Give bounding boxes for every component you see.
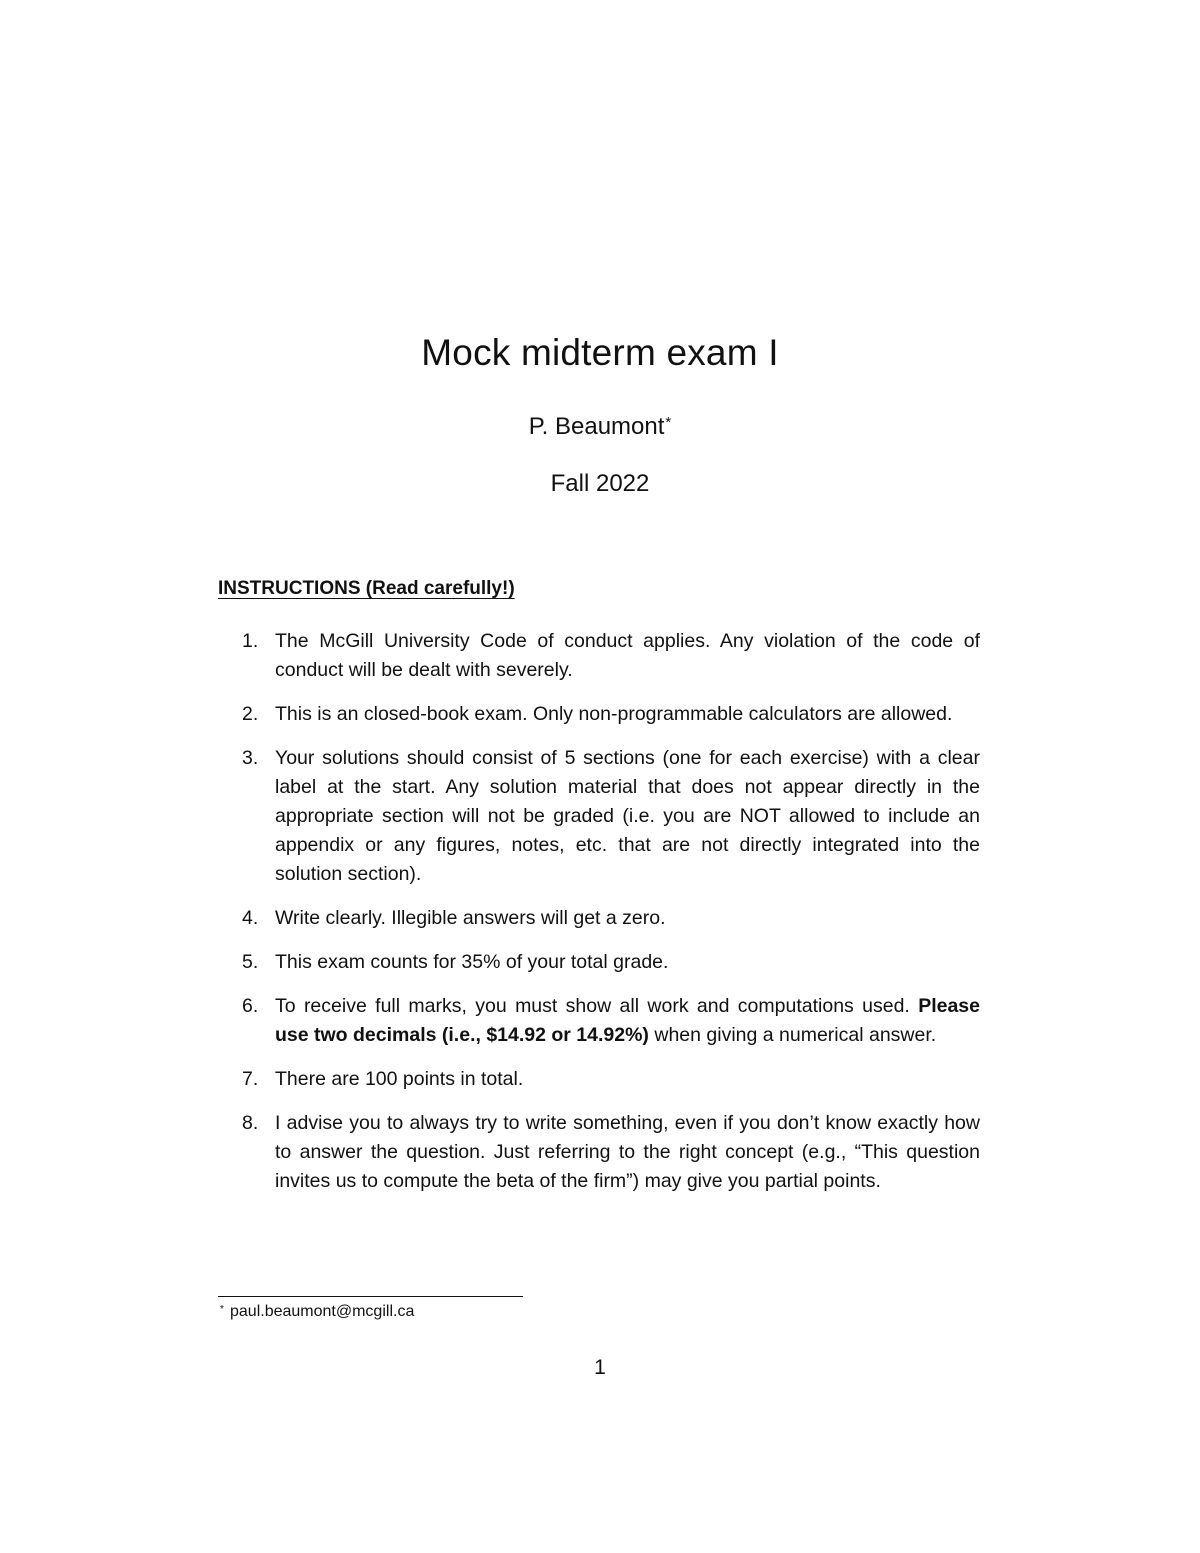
item-number: 5. — [242, 951, 259, 973]
item-text: This is an closed-book exam. Only non-programmable calculators are allowed. — [275, 703, 953, 725]
footnote-divider — [218, 1296, 523, 1297]
instruction-item-6 — [218, 992, 980, 1050]
document-title: Mock midterm exam I — [421, 332, 779, 373]
item-number: 1. — [242, 630, 259, 652]
item-text-after: when giving a numerical answer. — [648, 1024, 937, 1046]
item-number: 7. — [242, 1068, 259, 1090]
instruction-item-8 — [218, 1109, 980, 1196]
item-text: The McGill University Code of conduct applies. Any violation of the code of conduct will be dealt with severely. — [275, 630, 980, 681]
instruction-item-1 — [218, 627, 980, 685]
item-number: 4. — [242, 907, 259, 929]
item-text: This exam counts for 35% of your total grade. — [275, 951, 669, 973]
footnote — [220, 1301, 415, 1323]
author-name: P. Beaumont — [528, 413, 665, 440]
author-line — [0, 411, 1200, 443]
instruction-item-7 — [218, 1065, 980, 1094]
page-number: 1 — [594, 1356, 606, 1379]
item-text: Write clearly. Illegible answers will get a zero. — [275, 907, 666, 929]
item-text-bold: Please use two decimals (i.e., $14.92 or 14.92%) — [275, 995, 980, 1046]
instruction-item-3 — [218, 744, 980, 889]
item-number: 6. — [242, 995, 259, 1017]
document-date: Fall 2022 — [550, 470, 650, 497]
item-number: 2. — [242, 703, 259, 725]
item-text: I advise you to always try to write something, even if you don’t know exactly how to answer the question. Just referring to the right concept (e.g., “This question invites us to compute the beta of the firm”) may give you partial points. — [275, 1112, 980, 1192]
item-text-before: To receive full marks, you must show all work and computations used. — [275, 995, 919, 1017]
instruction-item-2 — [218, 700, 980, 729]
instructions-heading: INSTRUCTIONS (Read carefully!) — [218, 578, 515, 599]
item-text: There are 100 points in total. — [275, 1068, 524, 1090]
instruction-item-5 — [218, 948, 980, 977]
author-footnote-mark: * — [665, 414, 672, 431]
item-number: 3. — [242, 747, 259, 769]
instruction-item-4 — [218, 904, 980, 933]
footnote-email: paul.beaumont@mcgill.ca — [230, 1303, 415, 1320]
instructions-list — [218, 627, 980, 1211]
footnote-mark: * — [220, 1304, 224, 1315]
item-text: Your solutions should consist of 5 sections (one for each exercise) with a clear label at the start. Any solution material that does not appear directly in the appropriate section will not be graded (i.e. you are NOT allowed to include an appendix or any figures, notes, etc. that are not directly integrated into the solution section). — [275, 747, 980, 885]
item-number: 8. — [242, 1112, 259, 1134]
